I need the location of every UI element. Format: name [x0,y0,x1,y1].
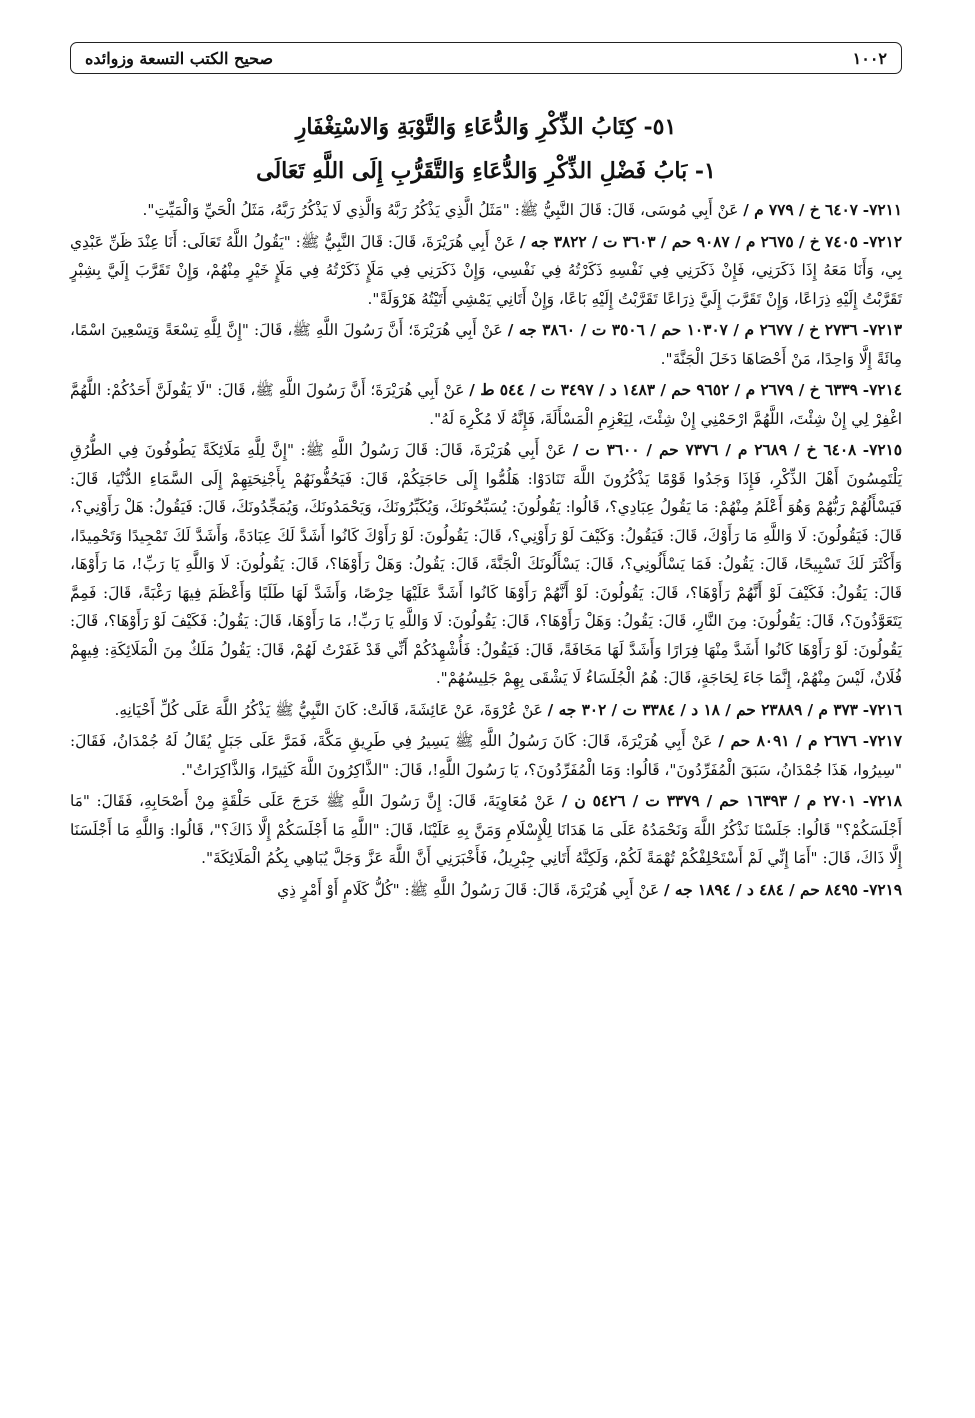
running-header [70,42,902,74]
hadith-text: عَنْ أَبِي هُرَيْرَةَ؛ أَنَّ رَسُولَ اللَّهِ ﷺ، قَالَ: "لَا يَقُولَنَّ أَحَدُكُمْ: اللَّهُمَّ اغْفِرْ لِي إِنْ شِئْتَ، اللَّهُمَّ ارْحَمْنِي إِنْ شِئْتَ، لِيَعْزِمِ الْمَسْأَلَةَ، فَإِنَّهُ لَا مُكْرِهَ لَهُ". [70,381,902,428]
hadith-references: ٦٣٣٩ خ / ٢٦٧٩ م / ٩٦٥٢ حم / ١٤٨٣ د / ٣٤٩٧ ت / ٥٤٤ ط / [469,381,858,399]
chapter-title: ١- بَابُ فَضْلِ الذِّكْرِ وَالدُّعَاءِ وَالتَّقَرُّبِ إِلَى اللَّهِ تَعَالَى [256,158,716,184]
hadith-entry [70,787,902,873]
hadith-entry [70,876,902,905]
page-number: ١٠٠٢ [852,48,887,68]
hadith-text: عَنْ أَبِي هُرَيْرَةَ؛ أَنَّ رَسُولَ اللَّهِ ﷺ، قَالَ: "إِنَّ لِلَّهِ تِسْعَةً وَتِسْعِينَ اسْمًا، مِائَةً إِلَّا وَاحِدًا، مَنْ أَحْصَاهَا دَخَلَ الْجَنَّةَ". [70,321,902,368]
hadith-references: ٦٤٠٨ خ / ٢٦٨٩ م / ٧٣٧٦ حم / ٣٦٠٠ ت / [572,441,857,459]
hadith-references: ٨٤٩٥ حم / ٤٨٤ د / ١٨٩٤ جه / [663,880,858,899]
hadith-number: ٧٢١٤- [862,381,902,399]
book-name: صحيح الكتب التسعة وزوائده [85,48,274,68]
hadith-number: ٧٢١٢- [862,232,902,251]
hadith-number: ٧٢١٣- [862,321,902,339]
hadith-entry [70,727,902,784]
hadith-number: ٧٢١٩- [862,880,902,899]
hadith-entry [70,436,902,693]
hadith-entry [70,696,902,725]
document-page [70,42,902,907]
hadith-text: عَنْ أَبِي هُرَيْرَةَ، قَالَ: قَالَ النَّبِيُّ ﷺ: "يَقُولُ اللَّهُ تَعَالَى: أَنَا عِنْدَ ظَنِّ عَبْدِي بِي، وَأَنَا مَعَهُ إِذَا ذَكَرَنِي، فَإِنْ ذَكَرَنِي فِي نَفْسِهِ ذَكَرْتُهُ فِي نَفْسِي، وَإِنْ ذَكَرَنِي فِي مَلَإٍ ذَكَرْتُهُ فِي مَلَإٍ خَيْرٍ مِنْهُمْ، وَإِنْ تَقَرَّبَ إِلَيَّ بِشِبْرٍ تَقَرَّبْتُ إِلَيْهِ ذِرَاعًا، وَإِنْ تَقَرَّبَ إِلَيَّ ذِرَاعًا تَقَرَّبْتُ إِلَيْهِ بَاعًا، وَإِنْ أَتَانِي يَمْشِي أَتَيْتُهُ هَرْوَلَةً". [70,232,902,308]
hadith-number: ٧٢١٨- [862,792,902,810]
hadith-references: ٢٧٠١ م / ١٦٣٩٣ حم / ٣٣٧٩ ت / ٥٤٢٦ ن / [561,792,857,810]
hadith-entry [70,228,902,314]
hadith-text: عَنْ أَبِي هُرَيْرَةَ، قَالَ: كَانَ رَسُولُ اللَّهِ ﷺ يَسِيرُ فِي طَرِيقِ مَكَّةَ، فَمَرَّ عَلَى جَبَلٍ يُقَالُ لَهُ جُمْدَانُ، فَقَالَ: "سِيرُوا، هَذَا جُمْدَانُ، سَبَقَ الْمُفَرِّدُونَ"، قَالُوا: وَمَا الْمُفَرِّدُونَ؟، يَا رَسُولَ اللَّهِ!، قَالَ: "الذَّاكِرُونَ اللَّهَ كَثِيرًا، وَالذَّاكِرَاتُ". [70,732,902,779]
hadith-number: ٧٢١٦- [862,700,902,719]
hadith-references: ٣٧٣ م / ٢٣٨٨٩ حم / ١٨ د / ٣٣٨٤ ت / ٣٠٢ جه / [547,700,858,719]
hadith-text: عَنْ أَبِي هُرَيْرَةَ، قَالَ: قَالَ رَسُولُ اللَّهِ ﷺ: "إِنَّ لِلَّهِ مَلَائِكَةً يَطُوفُونَ فِي الطُّرُقِ يَلْتَمِسُونَ أَهْلَ الذِّكْرِ، فَإِذَا وَجَدُوا قَوْمًا يَذْكُرُونَ اللَّهَ تَنَادَوْا: هَلُمُّوا إِلَى حَاجَتِكُمْ، قَالَ: فَيَحُفُّونَهُمْ بِأَجْنِحَتِهِمْ إِلَى السَّمَاءِ الدُّنْيَا، قَالَ: فَيَسْأَلُهُمْ رَبُّهُمْ وَهُوَ أَعْلَمُ مِنْهُمْ: مَا يَقُولُ عِبَادِي؟، قَالُوا: يَقُولُونَ: يُسَبِّحُونَكَ، وَيُكَبِّرُونَكَ، وَيَحْمَدُونَكَ، وَيُمَجِّدُونَكَ، قَالَ: فَيَقُولُ: هَلْ رَأَوْنِي؟، قَالَ: فَيَقُولُونَ: لَا وَاللَّهِ مَا رَأَوْكَ، قَالَ: فَيَقُولُ: وَكَيْفَ لَوْ رَأَوْنِي؟، قَالَ: يَقُولُونَ: لَوْ رَأَوْكَ كَانُوا أَشَدَّ لَكَ عِبَادَةً، وَأَشَدَّ لَكَ تَمْجِيدًا وَتَحْمِيدًا، وَأَكْثَرَ لَكَ تَسْبِيحًا، قَالَ: يَقُولُ: فَمَا يَسْأَلُونِي؟، قَالَ: يَسْأَلُونَكَ الْجَنَّةَ، قَالَ: يَقُولُ: وَهَلْ رَأَوْهَا؟، قَالَ: يَقُولُونَ: لَا وَاللَّهِ يَا رَبِّ!، مَا رَأَوْهَا، قَالَ: يَقُولُ: فَكَيْفَ لَوْ أَنَّهُمْ رَأَوْهَا؟، قَالَ: يَقُولُونَ: لَوْ أَنَّهُمْ رَأَوْهَا كَانُوا أَشَدَّ عَلَيْهَا حِرْصًا، وَأَشَدَّ لَهَا طَلَبًا وَأَعْظَمَ فِيهَا رَغْبَةً، قَالَ: فَمِمَّ يَتَعَوَّذُونَ؟، قَالَ: يَقُولُونَ: مِنَ النَّارِ، قَالَ: يَقُولُ: وَهَلْ رَأَوْهَا؟، قَالَ: يَقُولُونَ: لَا وَاللَّهِ يَا رَبِّ!، مَا رَأَوْهَا، قَالَ: يَقُولُ: فَكَيْفَ لَوْ رَأَوْهَا؟، قَالَ: يَقُولُونَ: لَوْ رَأَوْهَا كَانُوا أَشَدَّ مِنْهَا فِرَارًا وَأَشَدَّ لَهَا مَخَافَةً، قَالَ: فَيَقُولُ: فَأُشْهِدُكُمْ أَنِّي قَدْ غَفَرْتُ لَهُمْ، قَالَ: يَقُولُ مَلَكٌ مِنَ الْمَلَائِكَةِ: فِيهِمْ فُلَانٌ، لَيْسَ مِنْهُمْ، إِنَّمَا جَاءَ لِحَاجَةٍ، قَالَ: هُمُ الْجُلَسَاءُ لَا يَشْقَى بِهِمْ جَلِيسُهُمْ". [70,441,902,687]
hadith-references: ٧٤٠٥ خ / ٢٦٧٥ م / ٩٠٨٧ حم / ٣٦٠٣ ت / ٣٨٢٢ جه / [519,232,858,251]
book-title: ٥١- كِتَابُ الذِّكْرِ وَالدُّعَاءِ وَالتَّوْبَةِ وَالاسْتِغْفَارِ [295,114,677,140]
hadith-entry [70,196,902,225]
hadith-entry [70,316,902,373]
hadith-text: عَنْ عُرْوَةَ، عَنْ عَائِشَةَ، قَالَتْ: كَانَ النَّبِيُّ ﷺ يَذْكُرُ اللَّهَ عَلَى كُلِّ أَحْيَانِهِ. [114,700,543,719]
hadith-text: عَنْ أَبِي مُوسَى، قَالَ: قَالَ النَّبِيُّ ﷺ: "مَثَلُ الَّذِي يَذْكُرُ رَبَّهُ وَالَّذِي لَا يَذْكُرُ رَبَّهُ، مَثَلُ الْحَيِّ وَالْمَيِّتِ". [142,201,739,219]
hadith-references: ٢٧٣٦ خ / ٢٦٧٧ م / ١٠٣٠٧ حم / ٣٥٠٦ ت / ٣٨٦٠ جه / [507,321,858,339]
hadith-references: ٢٦٧٦ م / ٨٠٩١ حم / [718,732,857,750]
hadith-number: ٧٢١٥- [862,441,902,459]
hadith-number: ٧٢١١- [862,201,902,219]
hadith-number: ٧٢١٧- [862,732,902,750]
hadith-text: عَنْ مُعَاوِيَةَ، قَالَ: إِنَّ رَسُولَ اللَّهِ ﷺ خَرَجَ عَلَى حَلْقَةٍ مِنْ أَصْحَابِهِ، فَقَالَ: "مَا أَجْلَسَكُمْ؟" قَالُوا: جَلَسْنَا نَذْكُرُ اللَّهَ وَنَحْمَدُهُ عَلَى مَا هَدَانَا لِلْإِسْلَامِ وَمَنَّ بِهِ عَلَيْنَا، قَالَ: "اللَّهِ مَا أَجْلَسَكُمْ إِلَّا ذَاكَ؟"، قَالُوا: وَاللَّهِ مَا أَجْلَسَنَا إِلَّا ذَاكَ، قَالَ: "أَمَا إِنِّي لَمْ أَسْتَحْلِفْكُمْ تُهْمَةً لَكُمْ، وَلَكِنَّهُ أَتَانِي جِبْرِيلُ، فَأَخْبَرَنِي أَنَّ اللَّهَ عَزَّ وَجَلَّ يُبَاهِي بِكُمُ الْمَلَائِكَةَ". [70,792,902,867]
hadith-references: ٦٤٠٧ خ / ٧٧٩ م / [743,201,858,219]
hadith-list [70,196,902,904]
hadith-entry [70,376,902,433]
hadith-text: عَنْ أَبِي هُرَيْرَةَ، قَالَ: قَالَ رَسُولُ اللَّهِ ﷺ: "كُلُّ كَلَامٍ أَوْ أَمْرٍ ذِي [277,880,660,899]
